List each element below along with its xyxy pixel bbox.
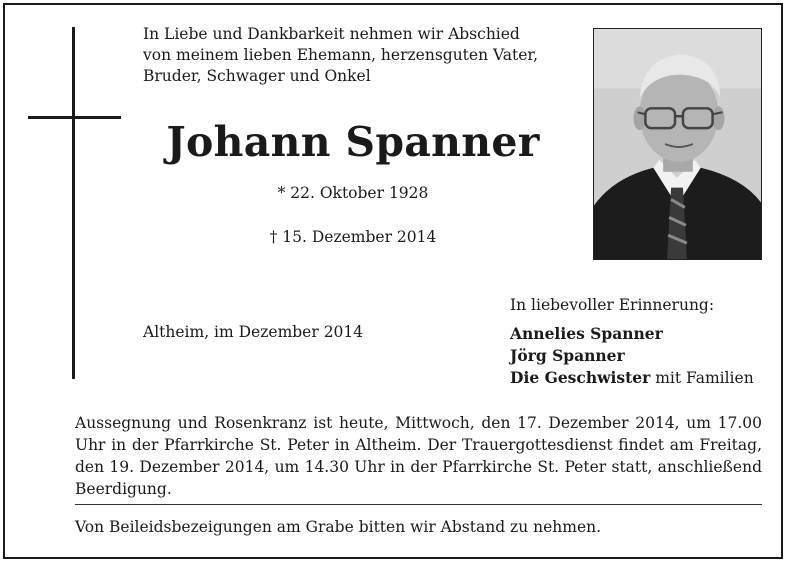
mourner-entry	[510, 345, 754, 367]
mourner-name: Die Geschwister	[510, 368, 651, 387]
death-date: † 15. Dezember 2014	[269, 228, 437, 246]
divider	[75, 504, 762, 505]
mourner-entry	[510, 367, 754, 389]
place-date: Altheim, im Dezember 2014	[143, 323, 364, 341]
mourner-name: Annelies Spanner	[510, 324, 663, 343]
cross-icon	[72, 27, 75, 379]
birth-date: * 22. Oktober 1928	[277, 184, 429, 202]
cross-icon-bar	[28, 116, 121, 119]
mourner-name: Jörg Spanner	[510, 346, 625, 365]
intro-line: von meinem lieben Ehemann, herzensguten Vater,	[143, 46, 539, 64]
intro-line: In Liebe und Dankbarkeit nehmen wir Abschied	[143, 25, 520, 43]
mourner-list	[510, 323, 754, 389]
funeral-notice: Aussegnung und Rosenkranz ist heute, Mittwoch, den 17. Dezember 2014, um 17.00 Uhr in der Pfarrkirche St. Peter in Altheim. Der Trauergottesdienst findet am Freitag, den 19. Dezember 2014, um 14.30 Uhr in der Pfarrkirche St. Peter statt, anschließend Beerdigung.	[75, 414, 762, 498]
intro-text	[143, 24, 573, 87]
portrait-image	[594, 29, 761, 259]
mourner-suffix: mit Familien	[650, 369, 754, 387]
portrait-photo	[593, 28, 762, 260]
footer-note: Von Beileidsbezeigungen am Grabe bitten wir Abstand zu nehmen.	[75, 518, 602, 536]
deceased-name: Johann Spanner	[166, 118, 540, 166]
mourner-entry	[510, 323, 754, 345]
memory-label: In liebevoller Erinnerung:	[510, 296, 715, 314]
intro-line: Bruder, Schwager und Onkel	[143, 67, 371, 85]
